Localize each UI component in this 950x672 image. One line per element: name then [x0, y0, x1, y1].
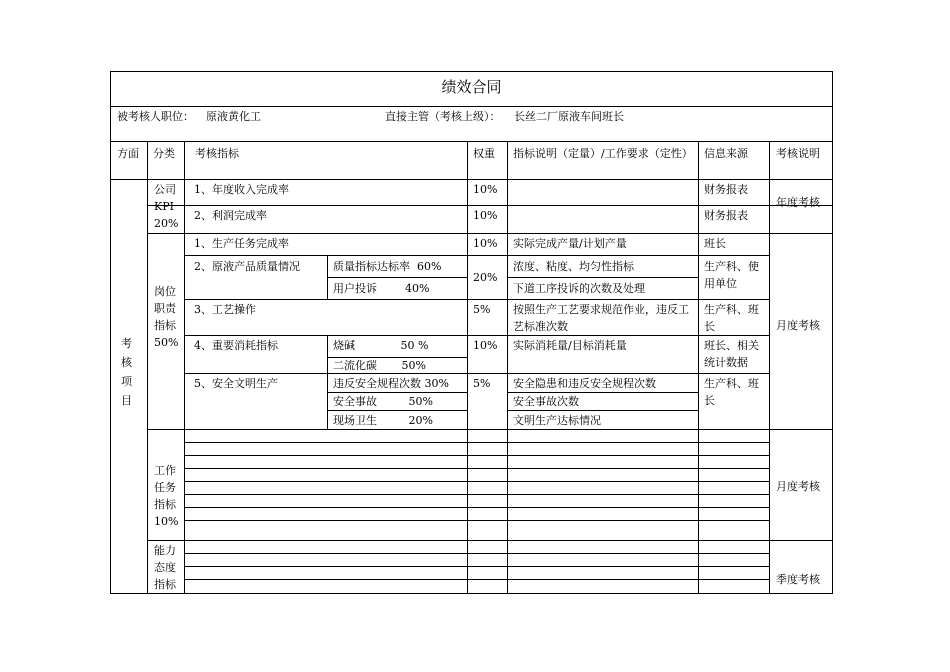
consumption-weight: 10% [473, 339, 498, 352]
quality-desc1: 浓度、粘度、均匀性指标 [513, 260, 634, 273]
position-value: 原液黄化工 [206, 110, 261, 123]
process-indicator: 3、工艺操作 [194, 303, 256, 316]
performance-contract-table [110, 71, 833, 594]
quality-sub1: 质量指标达标率 60% [333, 260, 442, 273]
quality-desc2: 下道工序投诉的次数及处理 [513, 282, 645, 295]
contract-title: 绩效合同 [441, 78, 502, 96]
production-indicator: 1、生产任务完成率 [194, 237, 289, 250]
process-weight: 5% [473, 303, 491, 316]
safety-desc1: 安全隐患和违反安全规程次数 [513, 377, 656, 390]
revenue-weight: 10% [473, 183, 498, 196]
profit-source: 财务报表 [704, 209, 748, 222]
production-weight: 10% [473, 237, 498, 250]
group-ability: 能力态度指标 [154, 544, 176, 591]
process-source: 生产科、班长 [704, 303, 759, 333]
safety-weight: 5% [473, 377, 491, 390]
note-quarterly: 季度考核 [776, 573, 820, 586]
header-aspect: 方面 [117, 147, 139, 160]
safety-sub1: 违反安全规程次数 30% [333, 377, 449, 390]
quality-sub2: 用户投诉 40% [333, 282, 430, 295]
group-company-kpi: 公司KPI 20% [154, 183, 179, 230]
group-work-task: 工作任务指标10% [154, 464, 179, 528]
header-category: 分类 [153, 147, 175, 160]
process-description: 按照生产工艺要求规范作业，违反工艺标准次数 [513, 303, 689, 333]
quality-source: 生产科、使用单位 [704, 260, 759, 290]
revenue-source: 财务报表 [704, 183, 748, 196]
consumption-sub2: 二流化碳 50% [333, 359, 426, 372]
header-description: 指标说明（定量）/工作要求（定性） [513, 147, 693, 160]
quality-indicator: 2、原液产品质量情况 [194, 260, 300, 273]
safety-indicator: 5、安全文明生产 [194, 377, 278, 390]
group-post-duty: 岗位职责指标50% [154, 285, 179, 349]
note-monthly-task: 月度考核 [776, 480, 820, 493]
position-label: 被考核人职位： [117, 110, 194, 123]
header-note: 考核说明 [776, 147, 820, 160]
note-annual: 年度考核 [776, 196, 820, 209]
profit-indicator: 2、利润完成率 [194, 209, 267, 222]
safety-sub2: 安全事故 50% [333, 395, 433, 408]
safety-sub3: 现场卫生 20% [333, 414, 433, 427]
note-monthly-post: 月度考核 [776, 319, 820, 332]
quality-weight: 20% [473, 271, 498, 284]
consumption-description: 实际消耗量/目标消耗量 [513, 339, 627, 352]
profit-weight: 10% [473, 209, 498, 222]
supervisor-label: 直接主管（考核上级）： [385, 110, 501, 123]
safety-desc2: 安全事故次数 [513, 395, 579, 408]
supervisor-value: 长丝二厂原液车间班长 [514, 110, 624, 123]
safety-source: 生产科、班长 [704, 377, 759, 407]
production-description: 实际完成产量/计划产量 [513, 237, 627, 250]
consumption-source: 班长、相关统计数据 [704, 339, 759, 369]
production-source: 班长 [704, 237, 726, 250]
consumption-indicator: 4、重要消耗指标 [194, 339, 278, 352]
safety-desc3: 文明生产达标情况 [513, 414, 601, 427]
aspect-label: 考核项目 [121, 337, 132, 407]
header-indicator: 考核指标 [195, 147, 239, 160]
revenue-indicator: 1、年度收入完成率 [194, 183, 289, 196]
consumption-sub1: 烧碱 50 % [333, 339, 429, 352]
header-weight: 权重 [473, 147, 495, 160]
header-source: 信息来源 [704, 147, 748, 160]
